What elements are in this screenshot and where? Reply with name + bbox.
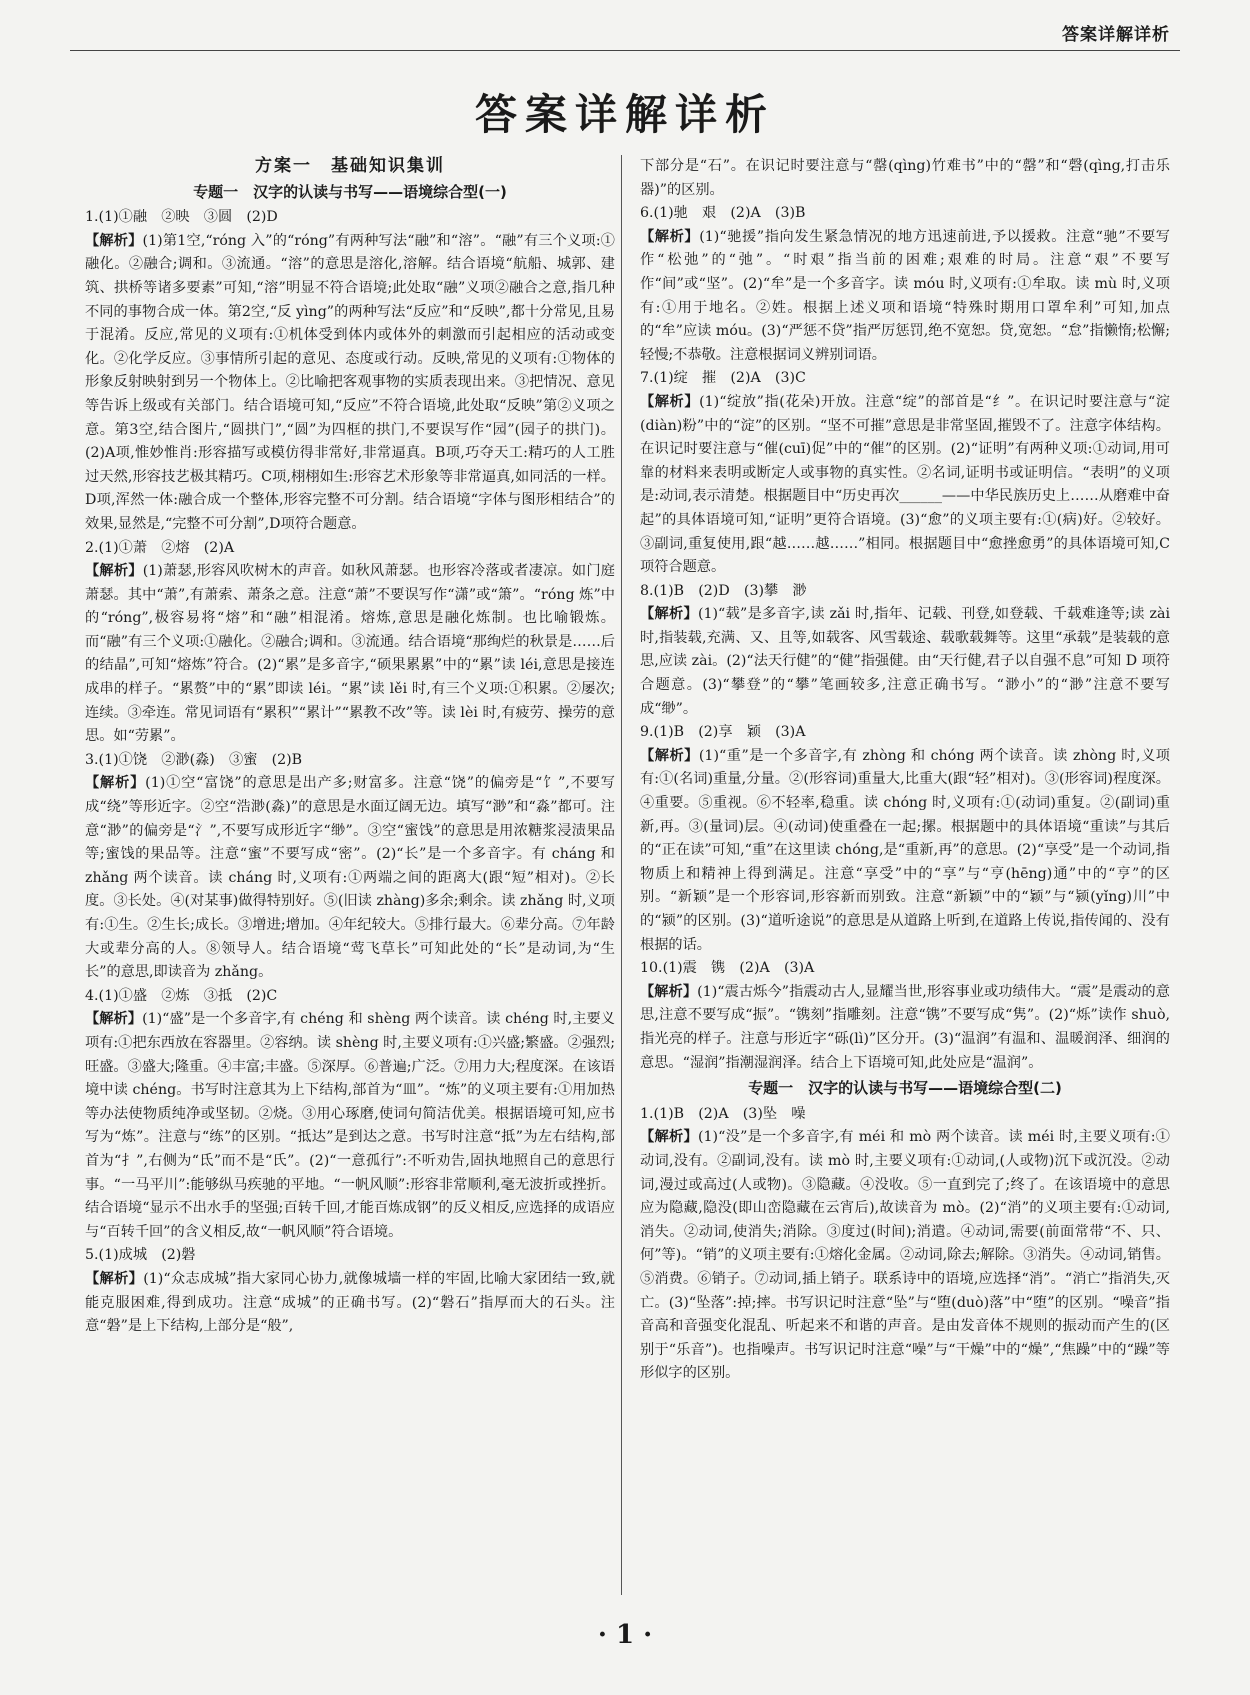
explanation-label: 【解析】 xyxy=(85,232,143,249)
explanation xyxy=(640,603,1170,721)
right-column xyxy=(640,155,1170,1595)
page-number: · 1 · xyxy=(597,1620,653,1650)
explanation-text: (1)“载”是多音字,读 zǎi 时,指年、记载、刊登,如登载、千载难逢等;读 zài 时,指装载,充满、又、且等,如载客、风雪载途、载歌载舞等。这里“承载”是装载的意思,应读 zài。(2)“法天行健”的“健”指强健。由“天行健,君子以自强不息”可知 D 项符合题意。(3)“攀登”的“攀”笔画较多,注意正确书写。“渺小”的“渺”注意不要写成“缈”。 xyxy=(640,606,1170,717)
running-head: 答案详解详析 xyxy=(1062,25,1170,45)
answer-line: 3.(1)①饶 ②渺(淼) ③蜜 (2)B xyxy=(85,751,303,768)
answer-line: 9.(1)B (2)享 颖 (3)A xyxy=(640,724,806,741)
explanation xyxy=(640,981,1170,1075)
answer-line: 7.(1)绽 摧 (2)A (3)C xyxy=(640,370,806,387)
answer-line: 5.(1)成城 (2)磐 xyxy=(85,1247,196,1264)
answer-line: 1.(1)①融 ②映 ③圆 (2)D xyxy=(85,209,278,226)
explanation xyxy=(85,560,615,749)
explanation xyxy=(640,391,1170,580)
explanation-label: 【解析】 xyxy=(640,1129,698,1146)
explanation-label: 【解析】 xyxy=(640,983,698,1000)
explanation-text: (1)“没”是一个多音字,有 méi 和 mò 两个读音。读 méi 时,主要义项有:①动词,没有。②副词,没有。读 mò 时,主要义项有:①动词,(人或物)沉下或沉没。②动词,漫过或高过(人或物)。③隐藏。④没收。⑤一直到完了;终了。在该语境中的意思应为隐藏,隐没(即山峦隐藏在云宵后),故读音为 mò。(2)“消”的义项主要有:①动词,消失。②动词,使消失;消除。③度过(时间);消遣。④动词,需要(前面常带“不、只、何”等)。“销”的义项主要有:①熔化金属。②动词,除去;解除。③消失。④动词,销售。⑤消费。⑥销子。⑦动词,插上销子。联系诗中的语境,应选择“消”。“消亡”指消失,灭亡。(3)“坠落”:掉;摔。书写识记时注意“坠”与“堕(duò)落”中“堕”的区别。“噪音”指音高和音强变化混乱、听起来不和谐的声音。是由发音体不规则的振动而产生的(区别于“乐音”)。也指噪声。书写识记时注意“噪”与“干燥”中的“燥”,“焦躁”中的“躁”等形似字的区别。 xyxy=(640,1129,1170,1382)
answer-line: 2.(1)①萧 ②熔 (2)A xyxy=(85,539,235,556)
explanation-text: (1)萧瑟,形容风吹树木的声音。如秋风萧瑟。也形容冷落或者凄凉。如门庭萧瑟。其中“萧”,有萧索、萧条之意。注意“萧”不要误写作“潇”或“箫”。“róng 炼”中的“róng”,极容易将“熔”和“融”相混淆。熔炼,意思是融化炼制。也比喻锻炼。而“融”有三个义项:①融化。②融合;调和。③流通。结合语境“那绚烂的秋景是……后的结晶”,可知“熔炼”符合。(2)“累”是多音字,“硕果累累”中的“累”读 léi,意思是接连成串的样子。“累赘”中的“累”即读 léi。“累”读 lěi 时,有三个义项:①积累。②屡次;连续。③牵连。常见词语有“累积”“累计”“累教不改”等。读 lèi 时,有疲劳、操劳的意思。如“劳累”。 xyxy=(85,563,615,745)
answer-line: 4.(1)①盛 ②炼 ③抵 (2)C xyxy=(85,987,278,1004)
explanation xyxy=(85,230,615,537)
plan-title: 方案一 基础知识集训 xyxy=(255,156,445,176)
explanation-text: (1)“众志成城”指大家同心协力,就像城墙一样的牢固,比喻大家团结一致,就能克服困难,得到成功。注意“成城”的正确书写。(2)“磐石”指厚而大的石头。注意“磐”是上下结构,上部分是“般”, xyxy=(85,1270,615,1335)
explanation-text: (1)第1空,“róng 入”的“róng”有两种写法“融”和“溶”。“融”有三个义项:①融化。②融合;调和。③流通。“溶”的意思是溶化,溶解。结合语境“航船、城郭、建筑、拱桥等诸多要素”可知,“溶”明显不符合语境;此处取“融”义项②融合之意,指几种不同的事物合成一体。第2空,“反 yìng”的两种写法“反应”和“反映”,都十分常见,且易于混淆。反应,常见的义项有:①机体受到体内或体外的刺激而引起相应的活动或变化。②化学反应。③事情所引起的意见、态度或行动。反映,常见的义项有:①物体的形象反射映射到另一个物体上。②比喻把客观事物的实质表现出来。③把情况、意见等告诉上级或有关部门。结合语境可知,“反应”不符合语境,此处取“反映”第②义项之意。第3空,结合图片,“圆拱门”,“圆”为四框的拱门,不要误写作“园”(园子的拱门)。(2)A项,惟妙惟肖:形容描写或模仿得非常好,非常逼真。B项,巧夺天工:精巧的人工胜过天然,形容技艺极其精巧。C项,栩栩如生:形容艺术形象等非常逼真,如同活的一样。D项,浑然一体:融合成一个整体,形容完整不可分割。结合语境“字体与图形相结合”的效果,显然是,“完整不可分割”,D项符合题意。 xyxy=(85,232,615,532)
explanation-text: (1)①空“富饶”的意思是出产多;财富多。注意“饶”的偏旁是“饣”,不要写成“绕”等形近字。②空“浩渺(淼)”的意思是水面辽阔无边。填写“渺”和“淼”都可。注意“渺”的偏旁是“氵”,不要写成形近字“缈”。③空“蜜饯”的意思是用浓糖浆浸渍果品等;蜜饯的果品等。注意“蜜”不要写成“密”。(2)“长”是一个多音字。有 cháng 和 zhǎng 两个读音。读 cháng 时,义项有:①两端之间的距离大(跟“短”相对)。②长度。③长处。④(对某事)做得特别好。⑤(旧读 zhàng)多余;剩余。读 zhǎng 时,义项有:①生。②生长;成长。③增进;增加。④年纪较大。⑤排行最大。⑥辈分高。⑦年龄大或辈分高的人。⑧领导人。结合语境“莺飞草长”可知此处的“长”是动词,为“生长”的意思,即读音为 zhǎng。 xyxy=(85,775,615,981)
answer-list xyxy=(640,202,1170,1075)
explanation-text: (1)“驰援”指向发生紧急情况的地方迅速前进,予以援救。注意“驰”不要写作“松弛”的“弛”。“时艰”指当前的困难;艰难的时局。注意“艰”不要写作“间”或“坚”。(2)“牟”是一个多音字。读 móu 时,义项有:①牟取。读 mù 时,义项有:①用于地名。②姓。根据上述义项和语境“特殊时期用口罩牟利”可知,加点的“牟”应读 móu。(3)“严惩不贷”指严厉惩罚,绝不宽恕。贷,宽恕。“怠”指懒惰;松懈;轻慢;不恭敬。注意根据词义辨别词语。 xyxy=(640,228,1170,363)
explanation-label: 【解析】 xyxy=(640,747,699,764)
explanation-label: 【解析】 xyxy=(640,606,698,623)
continued-explanation: 下部分是“石”。在识记时要注意与“罄(qìng)竹难书”中的“罄”和“磬(qìng,打击乐器)”的区别。 xyxy=(640,158,1170,198)
explanation-text: (1)“绽放”指(花朵)开放。注意“绽”的部首是“纟”。在识记时要注意与“淀(diàn)粉”中的“淀”的区别。“坚不可摧”意思是非常坚固,摧毁不了。注意字体结构。在识记时要注意与“催(cuī)促”中的“催”的区别。(2)“证明”有两种义项:①动词,用可靠的材料来表明或断定人或事物的真实性。②名词,证明书或证明信。“表明”的义项是:动词,表示清楚。根据题目中“历史再次______——中华民族历史上……从磨难中奋起”的具体语境可知,“证明”更符合语境。(3)“愈”的义项主要有:①(病)好。②较好。③副词,重复使用,跟“越……越……”相同。根据题目中“愈挫愈勇”的具体语境可知,C 项符合题意。 xyxy=(640,393,1170,576)
topic-title: 专题一 汉字的认读与书写——语境综合型(一) xyxy=(193,182,507,201)
explanation-text: (1)“震古烁今”指震动古人,显耀当世,形容事业或功绩伟大。“震”是震动的意思,注意不要写成“振”。“镌刻”指雕刻。注意“镌”不要写成“隽”。(2)“烁”读作 shuò,指光亮的样子。注意与形近字“砾(lì)”区分开。(3)“温润”有温和、温暖润泽、细润的意思。“湿润”指潮湿润泽。结合上下语境可知,此处应是“温润”。 xyxy=(640,983,1170,1071)
answer-line: 1.(1)B (2)A (3)坠 噪 xyxy=(640,1105,806,1122)
topic-title-2: 专题一 汉字的认读与书写——语境综合型(二) xyxy=(748,1079,1062,1098)
answer-list xyxy=(85,206,615,1339)
explanation-label: 【解析】 xyxy=(85,1011,143,1028)
explanation-label: 【解析】 xyxy=(85,1270,144,1287)
answer-list xyxy=(640,1103,1170,1386)
explanation-label: 【解析】 xyxy=(85,563,143,580)
explanation xyxy=(640,226,1170,368)
explanation xyxy=(640,1126,1170,1386)
explanation xyxy=(640,745,1170,957)
column-divider xyxy=(621,155,622,1595)
explanation-label: 【解析】 xyxy=(640,228,700,245)
explanation xyxy=(85,772,615,984)
explanation-text: (1)“重”是一个多音字,有 zhòng 和 chóng 两个读音。读 zhòng 时,义项有:①(名词)重量,分量。②(形容词)重量大,比重大(跟“轻”相对)。③(形容词)程度深。④重要。⑤重视。⑥不轻率,稳重。读 chóng 时,义项有:①(动词)重复。②(副词)重新,再。③(量词)层。④(动词)使重叠在一起;摞。根据题中的具体语境“重读”与其后的“正在读”可知,“重”在这里读 chóng,是“重新,再”的意思。(2)“享受”是一个动词,指物质上和精神上得到满足。注意“享受”中的“享”与“亨(hēng)通”中的“亨”的区别。“新颖”是一个形容词,形容新而别致。注意“新颖”中的“颖”与“颍(yǐng)川”中的“颍”的区别。(3)“道听途说”的意思是从道路上听到,在道路上传说,指传闻的、没有根据的话。 xyxy=(640,747,1170,953)
explanation xyxy=(85,1268,615,1339)
answer-line: 6.(1)驰 艰 (2)A (3)B xyxy=(640,205,806,222)
explanation-label: 【解析】 xyxy=(640,393,700,410)
explanation-text: (1)“盛”是一个多音字,有 chéng 和 shèng 两个读音。读 chéng 时,主要义项有:①把东西放在容器里。②容纳。读 shèng 时,主要义项有:①兴盛;繁盛。②强烈;旺盛。③盛大;隆重。④丰富;丰盛。⑤深厚。⑥普遍;广泛。⑦用力大;程度深。在该语境中读 chéng。书写时注意其为上下结构,部首为“皿”。“炼”的义项主要有:①用加热等办法使物质纯净或坚韧。②烧。③用心琢磨,使词句简洁优美。根据语境可知,应书写为“炼”。注意与“练”的区别。“抵达”是到达之意。书写时注意“抵”为左右结构,部首为“扌”,右侧为“氐”而不是“氏”。(2)“一意孤行”:不听劝告,固执地照自己的意思行事。“一马平川”:能够纵马疾驰的平地。“一帆风顺”:形容非常顺利,毫无波折或挫折。结合语境“显示不出水手的坚强;百转千回,才能百炼成钢”的反义相反,应选择的成语应与“百转千回”的含义相反,故“一帆风顺”符合语境。 xyxy=(85,1011,615,1240)
explanation-label: 【解析】 xyxy=(85,775,146,792)
left-column xyxy=(85,155,615,1595)
answer-line: 8.(1)B (2)D (3)攀 渺 xyxy=(640,582,807,599)
page-title: 答案详解详析 xyxy=(474,90,775,139)
answer-line: 10.(1)震 镌 (2)A (3)A xyxy=(640,960,815,977)
explanation xyxy=(85,1008,615,1244)
header-rule xyxy=(70,50,1180,51)
